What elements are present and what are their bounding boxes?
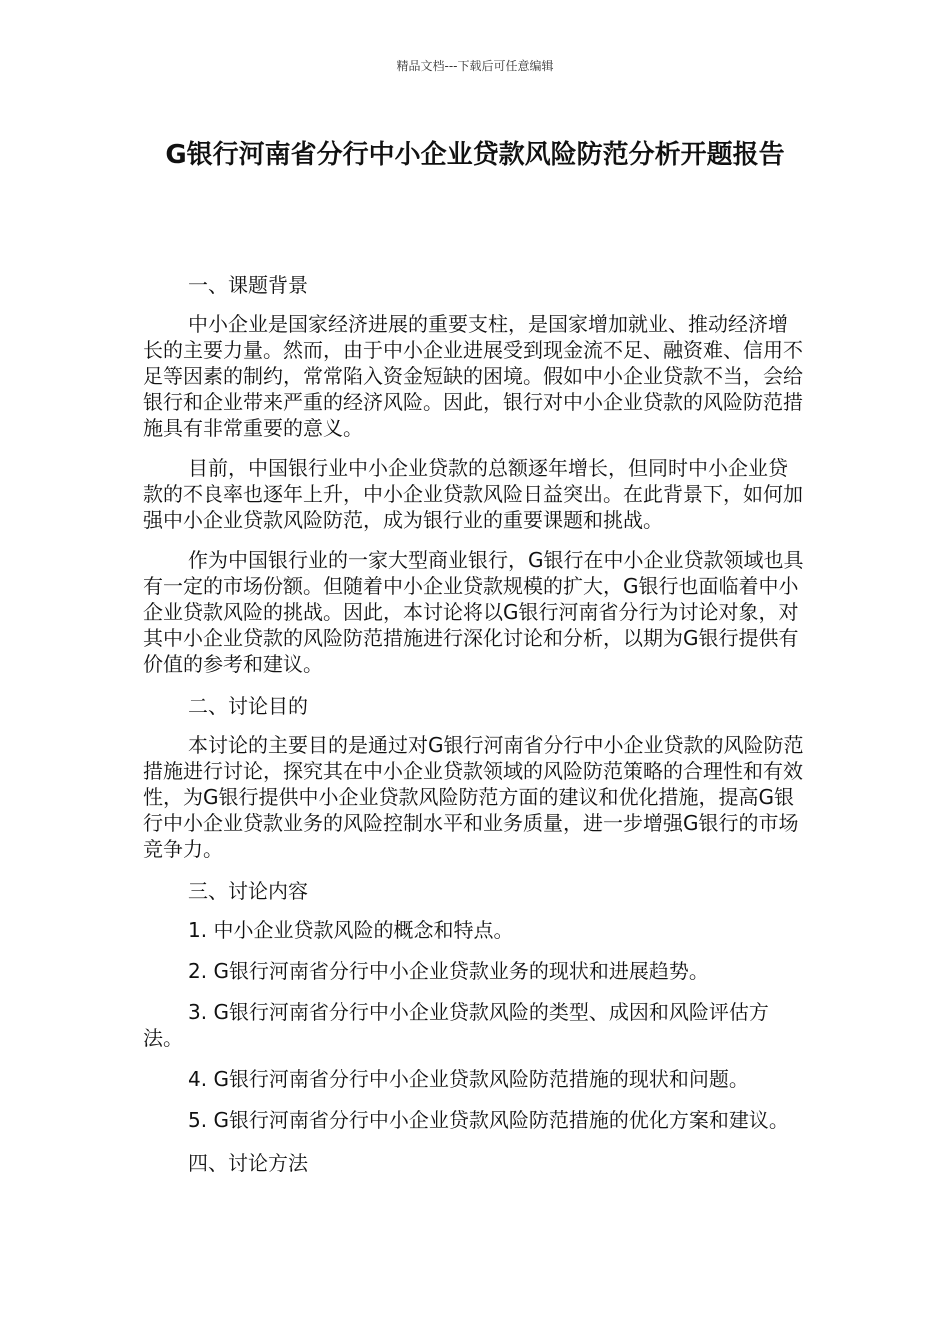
background-paragraph-1: 中小企业是国家经济进展的重要支柱，是国家增加就业、推动经济增长的主要力量。然而，由于中小企业进展受到现金流不足、融资难、信用不足等因素的制约，常常陷入资金短缺的困境。假如中小企业贷款不当，会给银行和企业带来严重的经济风险。因此，银行对中小企业贷款的风险防范措施具有非常重要的意义。 <box>143 312 803 440</box>
background-paragraph-2: 目前，中国银行业中小企业贷款的总额逐年增长，但同时中小企业贷款的不良率也逐年上升，中小企业贷款风险日益突出。在此背景下，如何加强中小企业贷款风险防范，成为银行业的重要课题和挑战。 <box>143 456 803 532</box>
section-heading-background: 一、课题背景 <box>188 273 308 297</box>
section-heading-purpose: 二、讨论目的 <box>188 694 308 718</box>
content-list-item-4: 4. G银行河南省分行中小企业贷款风险防范措施的现状和问题。 <box>188 1067 749 1091</box>
section-heading-content: 三、讨论内容 <box>188 879 308 903</box>
content-list-item-1: 1. 中小企业贷款风险的概念和特点。 <box>188 918 514 942</box>
content-list-item-5: 5. G银行河南省分行中小企业贷款风险防范措施的优化方案和建议。 <box>188 1108 789 1132</box>
background-paragraph-3: 作为中国银行业的一家大型商业银行，G银行在中小企业贷款领域也具有一定的市场份额。但随着中小企业贷款规模的扩大，G银行也面临着中小企业贷款风险的挑战。因此，本讨论将以G银行河南省分行为讨论对象，对其中小企业贷款的风险防范措施进行深化讨论和分析，以期为G银行提供有价值的参考和建议。 <box>143 548 804 676</box>
page-header-note: 精品文档---下载后可任意编辑 <box>396 59 554 73</box>
purpose-paragraph: 本讨论的主要目的是通过对G银行河南省分行中小企业贷款的风险防范措施进行讨论，探究其在中小企业贷款领域的风险防范策略的合理性和有效性，为G银行提供中小企业贷款风险防范方面的建议和优化措施，提高G银行中小企业贷款业务的风险控制水平和业务质量，进一步增强G银行的市场竞争力。 <box>143 733 804 861</box>
document-title: G银行河南省分行中小企业贷款风险防范分析开题报告 <box>165 140 785 170</box>
section-heading-method: 四、讨论方法 <box>188 1151 308 1175</box>
content-list-item-2: 2. G银行河南省分行中小企业贷款业务的现状和进展趋势。 <box>188 959 709 983</box>
content-list-item-3: 3. G银行河南省分行中小企业贷款风险的类型、成因和风险评估方法。 <box>143 1000 769 1050</box>
document-body <box>143 270 807 1189</box>
